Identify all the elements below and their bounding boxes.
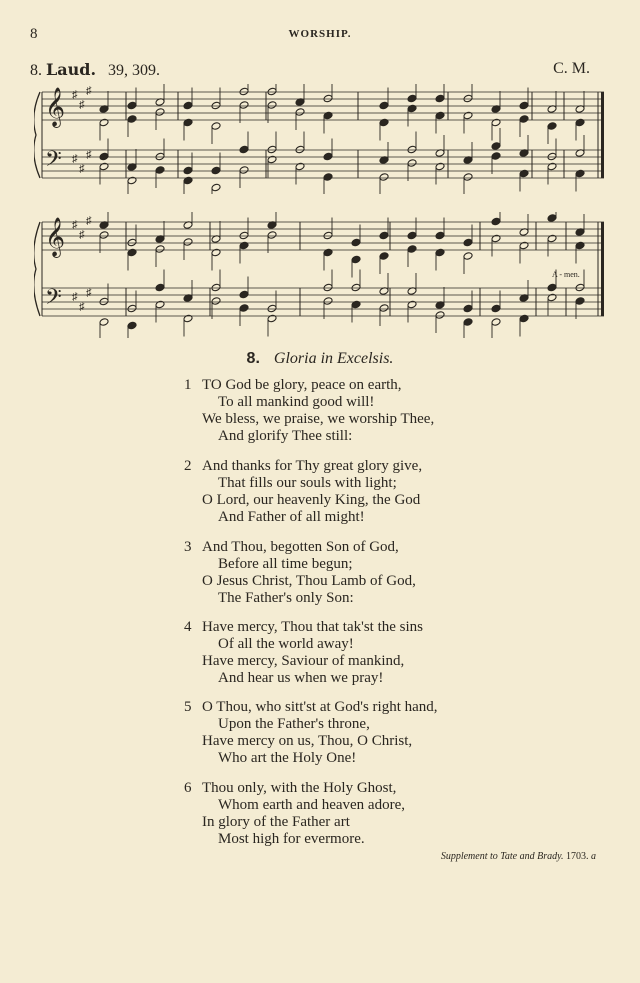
note-head [99, 162, 109, 171]
note-head [407, 94, 417, 103]
note-head [463, 318, 473, 327]
stanza-line [184, 619, 584, 636]
stanza-line [184, 653, 584, 670]
stanza-line [184, 797, 584, 814]
stanza-line-text: Before all time begun; [218, 556, 353, 572]
note-head [435, 94, 445, 103]
note-head [239, 101, 249, 110]
hymn-title [0, 350, 640, 368]
note-head [547, 122, 557, 131]
note-head [407, 300, 417, 309]
note-head [519, 115, 529, 124]
note-head [267, 101, 277, 110]
stanza-line-text: Whom earth and heaven adore, [218, 797, 405, 813]
note-head [323, 152, 333, 161]
stanza [184, 699, 584, 767]
note-head [435, 162, 445, 171]
note-head [379, 304, 389, 313]
note-head [323, 173, 333, 182]
amen-text: A - men. [552, 270, 580, 279]
note-head [491, 234, 501, 243]
sharp-icon: ♯ [86, 287, 92, 299]
stanza [184, 458, 584, 526]
note-head [267, 231, 277, 240]
stanza-line [184, 670, 584, 687]
bass-clef-icon: 𝄢 [45, 285, 62, 315]
note-head [519, 314, 529, 323]
stanza-number: 3 [184, 539, 192, 555]
stanza-line-text: We bless, we praise, we worship Thee, [202, 411, 435, 427]
stanza-line-text: Upon the Father's throne, [218, 716, 370, 732]
note-head [295, 145, 305, 154]
note-head [351, 238, 361, 247]
sharp-icon: ♯ [72, 219, 78, 231]
note-head [463, 173, 473, 182]
note-head [267, 87, 277, 96]
note-head [351, 255, 361, 264]
note-head [127, 101, 137, 110]
stanza-number: 4 [184, 619, 192, 635]
note-head [491, 142, 501, 151]
note-head [323, 248, 333, 257]
note-head [379, 231, 389, 240]
sharp-icon: ♯ [72, 89, 78, 101]
note-head [323, 94, 333, 103]
note-head [463, 252, 473, 261]
sharp-icon: ♯ [86, 85, 92, 97]
note-head [435, 248, 445, 257]
tune-meter: C. M. [553, 60, 590, 77]
stanza-line-text: The Father's only Son: [218, 590, 354, 606]
music-system-2 [34, 212, 610, 338]
note-head [183, 166, 193, 175]
tune-number: 8. [30, 62, 42, 79]
note-head [407, 159, 417, 168]
note-head [239, 304, 249, 313]
sharp-icon: ♯ [86, 215, 92, 227]
stanza-line [184, 377, 584, 394]
note-head [127, 115, 137, 124]
stanza-line [184, 411, 584, 428]
stanza-line-text: Have mercy on us, Thou, O Christ, [202, 733, 413, 749]
stanza-line [184, 492, 584, 509]
note-head [547, 293, 557, 302]
stanza-line-text: Thou only, with the Holy Ghost, [202, 780, 397, 796]
stanza-line [184, 699, 584, 716]
note-head [575, 169, 585, 178]
sharp-icon: ♯ [79, 301, 85, 313]
stanza-line-text: Most high for evermore. [218, 831, 365, 847]
note-head [407, 231, 417, 240]
stanza-line [184, 509, 584, 526]
stanza-line [184, 636, 584, 653]
stanza [184, 619, 584, 687]
note-head [575, 241, 585, 250]
note-head [127, 176, 137, 185]
note-head [211, 101, 221, 110]
stanza-line-text: That fills our souls with light; [218, 475, 397, 491]
note-head [127, 321, 137, 330]
note-head [183, 314, 193, 323]
note-head [323, 283, 333, 292]
note-head [99, 297, 109, 306]
note-head [407, 245, 417, 254]
note-head [211, 248, 221, 257]
note-head [379, 101, 389, 110]
note-head [547, 214, 557, 223]
note-head [435, 111, 445, 120]
note-head [99, 318, 109, 327]
note-head [491, 318, 501, 327]
note-head [155, 300, 165, 309]
note-head [127, 238, 137, 247]
stanza-line-text: And Thou, begotten Son of God, [202, 539, 399, 555]
note-head [519, 169, 529, 178]
note-head [267, 155, 277, 164]
sharp-icon: ♯ [79, 99, 85, 111]
stanza-line [184, 831, 584, 848]
stanza-line [184, 475, 584, 492]
note-head [239, 87, 249, 96]
note-head [267, 145, 277, 154]
note-head [155, 283, 165, 292]
stanza-line-text: In glory of the Father art [202, 814, 350, 830]
tune-name: Laud. [46, 60, 97, 79]
note-head [519, 241, 529, 250]
note-head [183, 118, 193, 127]
treble-clef-icon: 𝄞 [45, 217, 66, 257]
stanza-line [184, 573, 584, 590]
note-head [519, 101, 529, 110]
note-head [211, 283, 221, 292]
note-head [211, 166, 221, 175]
note-head [183, 176, 193, 185]
stanza-line [184, 814, 584, 831]
note-head [463, 94, 473, 103]
running-head: WORSHIP. [288, 28, 352, 40]
stanza-number: 5 [184, 699, 192, 715]
sharp-icon: ♯ [72, 291, 78, 303]
note-head [435, 311, 445, 320]
stanza-line-text: And Father of all might! [218, 509, 365, 525]
note-head [575, 297, 585, 306]
tune-refs: 39, 309. [108, 62, 161, 79]
note-head [491, 304, 501, 313]
staff [34, 212, 604, 338]
stanza-line-text: O Thou, who sitt'st at God's right hand, [202, 699, 438, 715]
note-head [407, 104, 417, 113]
note-head [323, 231, 333, 240]
note-head [547, 283, 557, 292]
note-head [351, 300, 361, 309]
note-head [379, 252, 389, 261]
stanza-number: 6 [184, 780, 192, 796]
note-head [463, 304, 473, 313]
note-head [379, 118, 389, 127]
note-head [239, 145, 249, 154]
note-head [435, 231, 445, 240]
stanza-line-text: And glorify Thee still: [218, 428, 353, 444]
note-head [183, 101, 193, 110]
stanza-line-text: O Jesus Christ, Thou Lamb of God, [202, 573, 416, 589]
stanza-line-text: And hear us when we pray! [218, 670, 384, 686]
note-head [211, 122, 221, 131]
stanza-line [184, 733, 584, 750]
sharp-icon: ♯ [79, 163, 85, 175]
sharp-icon: ♯ [72, 153, 78, 165]
stanza-line-text: O Lord, our heavenly King, the God [202, 492, 421, 508]
stanza-line-text: Who art the Holy One! [218, 750, 357, 766]
tune-header [30, 60, 590, 82]
note-head [239, 231, 249, 240]
attribution [441, 851, 596, 862]
sharp-icon: ♯ [79, 229, 85, 241]
stanza-line-text: Have mercy, Thou that tak'st the sins [202, 619, 423, 635]
stanza [184, 377, 584, 445]
note-head [127, 304, 137, 313]
attribution-source: Supplement to Tate and Brady. [440, 851, 564, 862]
note-head [575, 283, 585, 292]
sharp-icon: ♯ [86, 149, 92, 161]
music-system-1 [34, 84, 610, 194]
bass-clef-icon: 𝄢 [45, 147, 62, 177]
note-head [295, 108, 305, 117]
note-head [155, 166, 165, 175]
note-head [239, 290, 249, 299]
note-head [407, 145, 417, 154]
stanza-line [184, 428, 584, 445]
note-head [239, 241, 249, 250]
note-head [547, 152, 557, 161]
note-head [155, 245, 165, 254]
stanza-line [184, 539, 584, 556]
stanza-line [184, 458, 584, 475]
stanza-line-text: Of all the world away! [218, 636, 354, 652]
stanza-line [184, 716, 584, 733]
note-head [379, 173, 389, 182]
attribution-year: 1703. [566, 851, 589, 862]
note-head [183, 238, 193, 247]
hymn-number: 8. [246, 350, 260, 367]
stanza-line [184, 556, 584, 573]
note-head [491, 217, 501, 226]
note-head [267, 304, 277, 313]
note-head [351, 283, 361, 292]
page-number: 8 [30, 26, 38, 42]
note-head [99, 118, 109, 127]
stanza-line [184, 750, 584, 767]
staff [34, 84, 604, 194]
note-head [239, 166, 249, 175]
note-head [295, 162, 305, 171]
note-head [547, 234, 557, 243]
stanza-line-text: Have mercy, Saviour of mankind, [202, 653, 405, 669]
attribution-mark: a [591, 851, 596, 862]
stanza [184, 780, 584, 848]
note-head [323, 111, 333, 120]
hymn-name: Gloria in Excelsis. [273, 350, 394, 367]
stanza-number: 2 [184, 458, 192, 474]
note-head [211, 297, 221, 306]
stanza-line-text: TO God be glory, peace on earth, [202, 377, 402, 393]
stanza-line-text: And thanks for Thy great glory give, [202, 458, 423, 474]
note-head [463, 238, 473, 247]
note-head [267, 314, 277, 323]
stanza-line-text: To all mankind good will! [218, 394, 375, 410]
note-head [463, 111, 473, 120]
stanza-line [184, 590, 584, 607]
note-head [127, 248, 137, 257]
note-head [155, 152, 165, 161]
note-head [491, 152, 501, 161]
note-head [99, 231, 109, 240]
stanza-line [184, 780, 584, 797]
note-head [155, 108, 165, 117]
stanza [184, 539, 584, 607]
note-head [211, 183, 221, 192]
note-head [99, 152, 109, 161]
note-head [491, 118, 501, 127]
note-head [575, 118, 585, 127]
note-head [547, 162, 557, 171]
treble-clef-icon: 𝄞 [45, 87, 66, 127]
stanza-number: 1 [184, 377, 192, 393]
stanza-line [184, 394, 584, 411]
note-head [323, 297, 333, 306]
